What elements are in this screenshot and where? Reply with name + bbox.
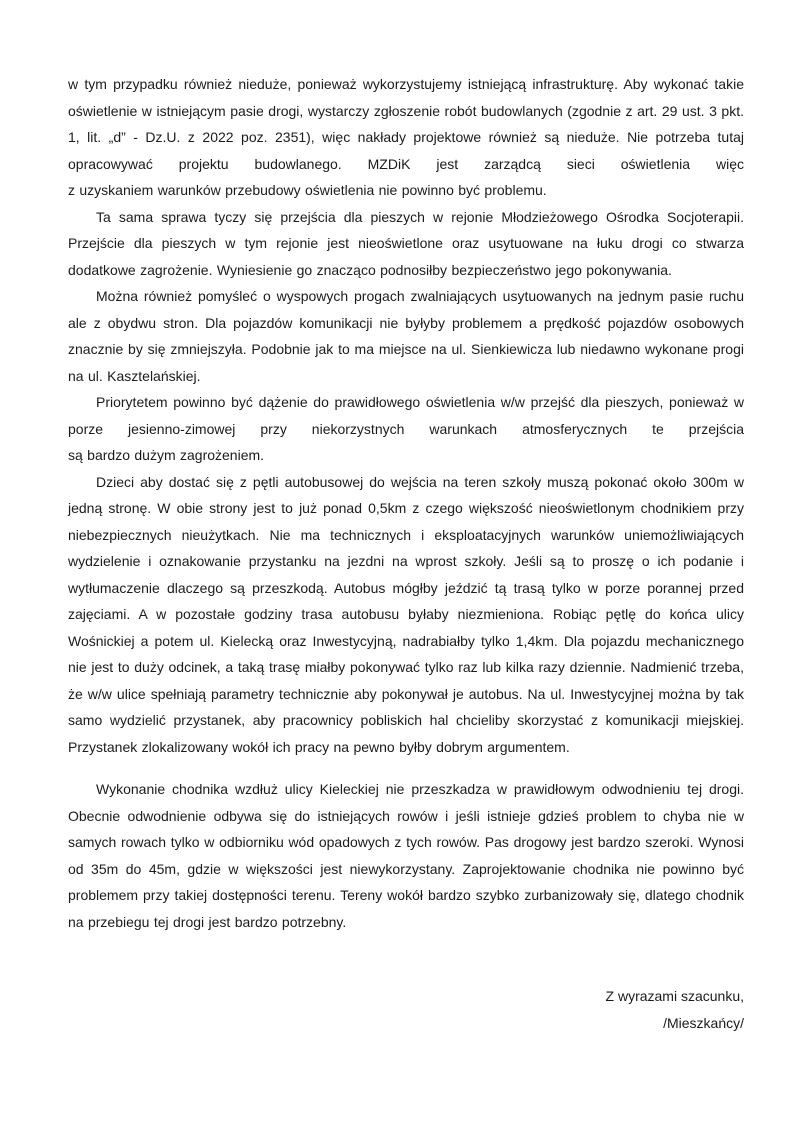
closing-salutation: Z wyrazami szacunku, (605, 988, 744, 1004)
paragraph-separator (68, 760, 744, 776)
paragraph-2: Ta sama sprawa tyczy się przejścia dla pieszych w rejonie Młodzieżowego Ośrodka Socjoterapii. Przejście dla pieszych w tym rejonie jest nieoświetlone oraz usytuowane na łuku drogi co stwarza dodatkowe zagrożenie. Wyniesienie go znacząco podnosiłby bezpieczeństwo jego pokonywania. (68, 208, 744, 278)
signature-line: /Mieszkańcy/ (663, 1014, 744, 1031)
paragraph-1-continued: w tym przypadku również nieduże, ponieważ wykorzystujemy istniejącą infrastrukturę. Aby wykonać takie oświetlenie w istniejącym pasie drogi, wystarczy zgłoszenie robót budowlanych (zgodnie z art. 29 ust. 3 pkt. 1, lit. „d” - Dz.U. z 2022 poz. 2351), więc nakłady projektowe również są nieduże. Nie potrzeba tutaj opracowywać projektu budowlanego. MZDiK jest zarządcą sieci oświetlenia więc (68, 76, 744, 172)
paragraph-4: Priorytetem powinno być dążenie do prawidłowego oświetlenia w/w przejść dla pieszych, ponieważ w porze jesienno-zimowej przy niekorzystnych warunkach atmosferycznych te przejścia (68, 394, 744, 437)
paragraph-1-last-line: z uzyskaniem warunków przebudowy oświetlenia nie powinno być problemu. (68, 182, 547, 198)
paragraph-5: Dzieci aby dostać się z pętli autobusowej do wejścia na teren szkoły muszą pokonać około 300m w jedną stronę. W obie strony jest to już ponad 0,5km z czego większość nieoświetlonym chodnikiem przy niebezpiecznych nieużytkach. Nie ma technicznych i eksploatacyjnych warunków uniemożliwiających wydzielenie i oznakowanie przystanku na jezdni na wprost szkoły. Jeśli są to proszę o ich podanie i wytłumaczenie dlaczego są przeszkodą. Autobus mógłby jeździć tą trasą tylko w porze porannej przed zajęciami. A w pozostałe godziny trasa autobusu byłaby niezmieniona. Robiąc pętlę do końca ulicy Wośnickiej a potem ul. Kielecką oraz Inwestycyjną, nadrabiałby tylko 1,4km. Dla pojazdu mechanicznego nie jest to duży odcinek, a taką trasę miałby pokonywać tylko raz lub kilka razy dziennie. Nadmienić trzeba, że w/w ulice spełniają parametry technicznie aby pokonywał je autobus. Na ul. Inwestycyjnej można by tak samo wydzielić przystanek, aby pracownicy pobliskich hal chcieliby skorzystać z komunikacji miejskiej. Przystanek zlokalizowany wokół ich pracy na pewno byłby dobrym argumentem. (68, 473, 744, 755)
closing-block (68, 983, 744, 1036)
paragraph-4-last-line: są bardzo dużym zagrożeniem. (68, 447, 265, 463)
paragraph-6: Wykonanie chodnika wzdłuż ulicy Kieleckiej nie przeszkadza w prawidłowym odwodnieniu tej drogi. Obecnie odwodnienie odbywa się do istniejących rowów i jeśli istnieje gdzieś problem to chyba nie w samych rowach tylko w odbiorniku wód opadowych z tych rowów. Pas drogowy jest bardzo szeroki. Wynosi od 35m do 45m, gdzie w większości jest niewykorzystany. Zaprojektowanie chodnika nie powinno być problemem przy takiej dostępności terenu. Tereny wokół bardzo szybko zurbanizowały się, dlatego chodnik na przebiegu tej drogi jest bardzo potrzebny. (68, 781, 744, 930)
paragraph-3: Można również pomyśleć o wyspowych progach zwalniających usytuowanych na jednym pasie ruchu ale z obydwu stron. Dla pojazdów komunikacji nie byłyby problemem a prędkość pojazdów osobowych znacznie by się zmniejszyła. Podobnie jak to ma miejsce na ul. Sienkiewicza lub niedawno wykonane progi na ul. Kasztelańskiej. (68, 288, 744, 384)
